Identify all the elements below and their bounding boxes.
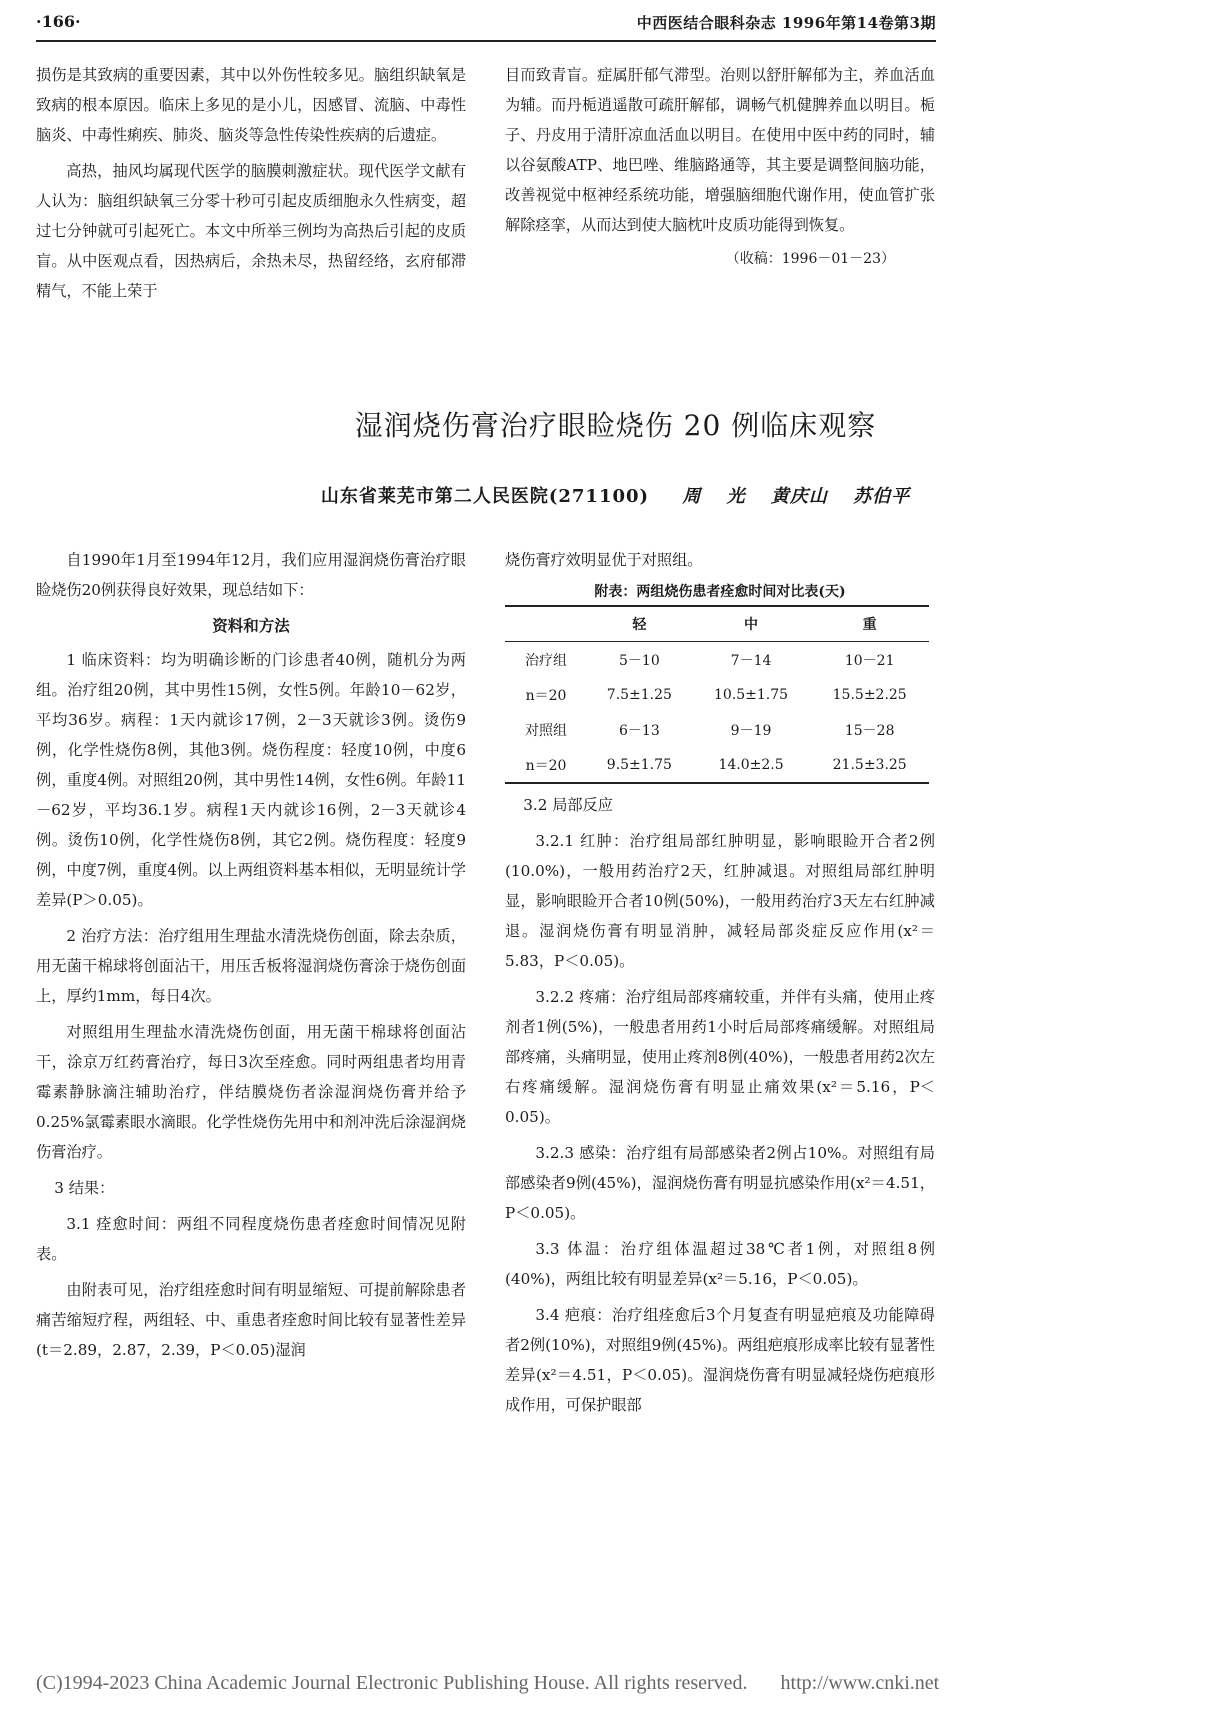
table-cell: 15.5±2.25 (832, 686, 907, 703)
clinical-data-paragraph: 1 临床资料：均为明确诊断的门诊患者40例，随机分为两组。治疗组20例，其中男性15例，女性5例。年龄10－62岁，平均36岁。病程：1天内就诊17例，2－3天就诊3例。烫伤9例，化学性烧伤8例，其他3例。烧伤程度：轻度10例，中度6例，重度4例。对照组20例，其中男性14例，女性6例。年龄11－62岁，平均36.1岁。病程1天内就诊16例，2－3天就诊4例。烫伤10例，化学性烧伤8例，其它2例。烧伤程度：轻度9例，中度7例，重度4例。以上两组资料基本相似，无明显统计学差异(P＞0.05)。 (36, 651, 466, 909)
results-heading: 3 结果： (54, 1179, 115, 1197)
table-header-cell: 中 (692, 606, 811, 642)
table-cell: 9－19 (730, 722, 772, 739)
received-date: （收稿：1996－01－23） (725, 251, 895, 267)
table-cell: 15－28 (844, 722, 895, 739)
table-cell: 9.5±1.75 (587, 747, 692, 783)
prev-article-left-column (36, 60, 466, 312)
table-cell: 14.0±2.5 (692, 747, 811, 783)
scar-paragraph: 3.4 疤痕：治疗组痊愈后3个月复查有明显疤痕及功能障碍者2例(10%)，对照组9例(45%)。两组疤痕形成率比较有显著性差异(x²＝4.51，P＜0.05)。湿润烧伤膏有明显减轻烧伤疤痕形成作用，可保护眼部 (505, 1306, 935, 1414)
temperature-paragraph: 3.3 体温：治疗组体温超过38℃者1例，对照组8例(40%)，两组比较有明显差异(x²＝5.16，P＜0.05)。 (505, 1240, 935, 1288)
swelling-paragraph: 3.2.1 红肿：治疗组局部红肿明显，影响眼睑开合者2例(10.0%)，一般用药治疗2天，红肿减退。对照组局部红肿明显，影响眼睑开合者10例(50%)，一般用药治疗3天左右红肿减退。湿润烧伤膏有明显消肿，减轻局部炎症反应作用(x²＝5.83，P＜0.05)。 (505, 832, 935, 970)
control-group-paragraph: 对照组用生理盐水清洗烧伤创面，用无菌干棉球将创面沾干，涂京万红药膏治疗，每日3次至痊愈。同时两组患者均用青霉素静脉滴注辅助治疗，伴结膜烧伤者涂湿润烧伤膏并给予0.25%氯霉素眼水滴眼。化学性烧伤先用中和剂冲洗后涂湿润烧伤膏治疗。 (36, 1023, 466, 1161)
table-header-row (505, 606, 929, 642)
table-row (505, 642, 929, 678)
intro-paragraph: 自1990年1月至1994年12月，我们应用湿润烧伤膏治疗眼睑烧伤20例获得良好效果，现总结如下： (36, 551, 466, 599)
table-row (505, 712, 929, 747)
table-header-cell: 轻 (587, 606, 692, 642)
page-number: ·166· (36, 12, 81, 31)
table-discussion-paragraph: 由附表可见，治疗组痊愈时间有明显缩短、可提前解除患者痛苦缩短疗程，两组轻、中、重患者痊愈时间比较有显著性差异(t＝2.89，2.87，2.39，P＜0.05)湿润 (36, 1281, 466, 1359)
table-header-cell (505, 606, 587, 642)
table-cell: 治疗组 (525, 652, 567, 669)
table-cell: 5－10 (619, 652, 660, 669)
pain-paragraph: 3.2.2 疼痛：治疗组局部疼痛较重，并伴有头痛，使用止疼剂者1例(5%)，一般患者用药1小时后局部疼痛缓解。对照组局部疼痛，头痛明显，使用止疼剂8例(40%)，一般患者用药2次左右疼痛缓解。湿润烧伤膏有明显止痛效果(x²＝5.16，P＜0.05)。 (505, 988, 935, 1126)
footer-url: http://www.cnki.net (780, 1672, 940, 1694)
copyright-text: (C)1994-2023 China Academic Journal Electronic Publishing House. All rights reserved. (36, 1672, 748, 1694)
prev-article-paragraph: 损伤是其致病的重要因素，其中以外伤性较多见。脑组织缺氧是致病的根本原因。临床上多见的是小儿，因感冒、流脑、中毒性脑炎、中毒性痢疾、肺炎、脑炎等急性传染性疾病的后遗症。 (36, 66, 466, 144)
healing-time-paragraph: 3.1 痊愈时间：两组不同程度烧伤患者痊愈时间情况见附表。 (36, 1215, 466, 1263)
table-row (505, 747, 929, 783)
copyright-footer (36, 1672, 1056, 1695)
article-right-column (505, 545, 935, 1426)
infection-paragraph: 3.2.3 感染：治疗组有局部感染者2例占10%。对照组有局部感染者9例(45%)，湿润烧伤膏有明显抗感染作用(x²＝4.51，P＜0.05)。 (505, 1144, 935, 1222)
table-header-cell: 重 (810, 606, 929, 642)
journal-reference: 中西医结合眼科杂志 1996年第14卷第3期 (636, 14, 936, 32)
table-cell: 10.5±1.75 (714, 686, 789, 703)
running-header (36, 12, 936, 36)
prev-article-paragraph: 目而致青盲。症属肝郁气滞型。治则以舒肝解郁为主，养血活血为辅。而丹栀逍遥散可疏肝解郁，调畅气机健脾养血以明目。栀子、丹皮用于清肝凉血活血以明目。在使用中医中药的同时，辅以谷氨酸ATP、地巴唑、维脑路通等，其主要是调整间脑功能，改善视觉中枢神经系统功能，增强脑细胞代谢作用，使血管扩张解除痉挛，从而达到使大脑枕叶皮质功能得到恢复。 (505, 66, 935, 234)
table-row (505, 677, 929, 712)
byline (0, 482, 1231, 508)
continuation-paragraph: 烧伤膏疗效明显优于对照组。 (505, 551, 703, 569)
prev-article-paragraph: 高热，抽风均属现代医学的脑膜刺激症状。现代医学文献有人认为：脑组织缺氧三分零十秒可引起皮质细胞永久性病变，超过七分钟就可引起死亡。本文中所举三例均为高热后引起的皮质盲。从中医观点看，因热病后，余热未尽，热留经络，玄府郁滞精气，不能上荣于 (36, 162, 466, 300)
treatment-method-paragraph: 2 治疗方法：治疗组用生理盐水清洗烧伤创面，除去杂质，用无菌干棉球将创面沾干，用压舌板将湿润烧伤膏涂于烧伤创面上，厚约1mm，每日4次。 (36, 927, 466, 1005)
table-cell: n＝20 (525, 687, 567, 704)
prev-article-right-column (505, 60, 935, 272)
table-cell: 21.5±3.25 (810, 747, 929, 783)
local-reaction-heading: 3.2 局部反应 (523, 796, 613, 814)
table-cell: 6－13 (619, 722, 660, 739)
table-cell: n＝20 (505, 747, 587, 783)
affiliation: 山东省莱芜市第二人民医院(271100) (320, 486, 650, 507)
header-rule (36, 40, 936, 42)
article-left-column (36, 545, 466, 1371)
authors: 周 光 黄庆山 苏伯平 (682, 486, 911, 507)
table-caption: 附表：两组烧伤患者痊愈时间对比表(天) (594, 584, 846, 600)
table-cell: 对照组 (525, 722, 567, 739)
healing-time-table (505, 605, 929, 784)
article-title: 湿润烧伤膏治疗眼睑烧伤 20 例临床观察 (354, 409, 877, 442)
table-cell: 7.5±1.25 (606, 686, 672, 703)
section-heading-materials-methods: 资料和方法 (212, 616, 290, 635)
table-cell: 10－21 (844, 652, 895, 669)
table-cell: 7－14 (730, 652, 772, 669)
